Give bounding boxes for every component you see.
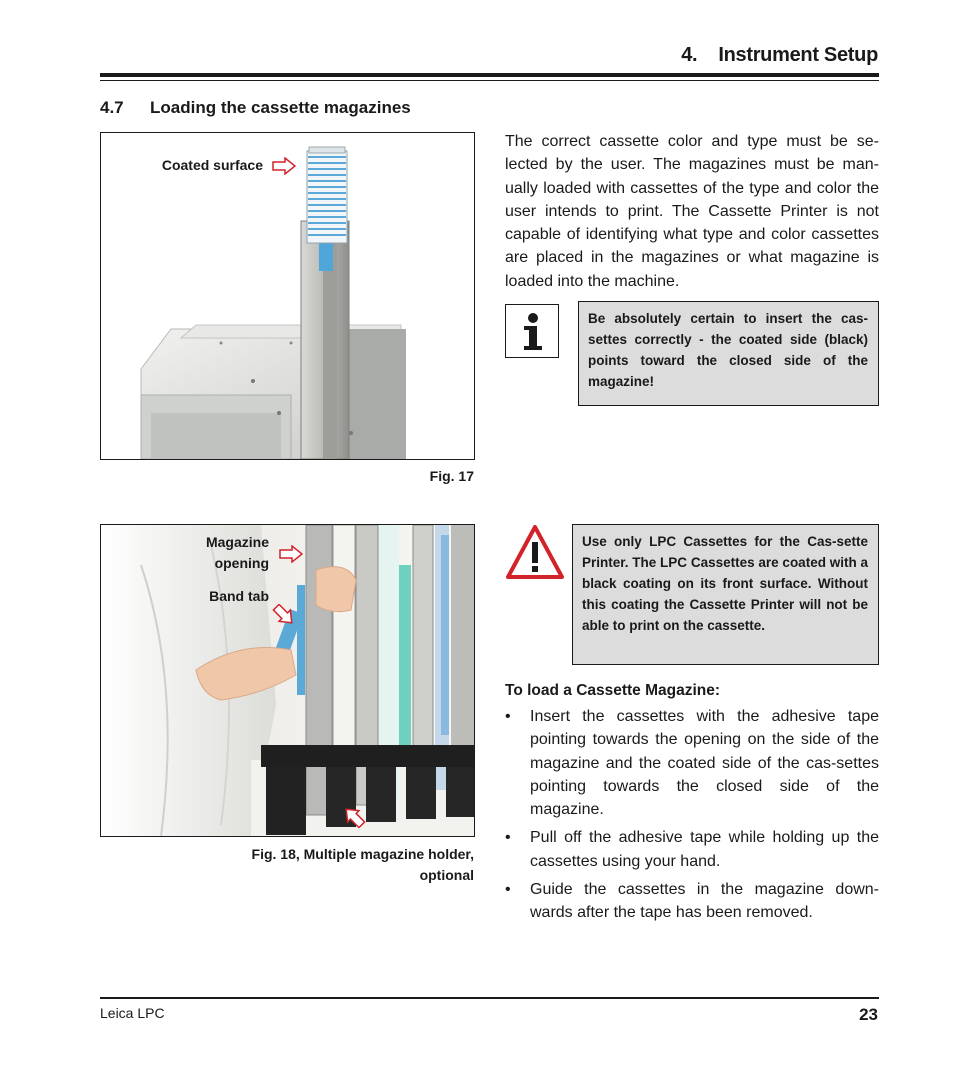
outline-arrow-icon	[272, 604, 296, 626]
footer-rule	[100, 997, 879, 999]
info-note: Be absolutely certain to insert the cas-settes correctly - the coated side (black) points toward the closed side of the magazine!	[578, 301, 879, 406]
figure-17-caption: Fig. 17	[429, 468, 474, 484]
figure-18-image	[100, 524, 475, 837]
chapter-title: 4. Instrument Setup	[681, 44, 878, 66]
procedure-step	[505, 826, 879, 873]
callout-coated-surface: Coated surface	[161, 157, 263, 173]
callout-band-tab: Band tab	[209, 588, 269, 604]
callout-magazine-opening	[170, 532, 269, 574]
section-title: Loading the cassette magazines	[150, 98, 411, 117]
warning-icon	[505, 524, 565, 580]
figure-18-caption-line1: Fig. 18, Multiple magazine holder,	[251, 846, 474, 862]
outline-arrow-icon	[342, 806, 366, 828]
bullet-point: •	[505, 881, 511, 899]
procedure-step-text: Insert the cassettes with the adhesive tape pointing towards the opening on the side of the magazine and the coated side of the cas-settes pointing towards the closed side of the magazine.	[530, 708, 879, 819]
figure-17-image	[100, 132, 475, 460]
bullet-point: •	[505, 708, 511, 725]
callout-magazine-opening-line1: Magazine	[205, 534, 269, 550]
outline-arrow-icon	[279, 545, 303, 563]
procedure-step	[505, 705, 879, 821]
outline-arrow-icon	[272, 157, 296, 175]
figure-18-caption-line2: optional	[419, 867, 474, 883]
header-rule	[100, 73, 879, 77]
info-icon	[505, 304, 559, 358]
warning-note: Use only LPC Cassettes for the Cas-sette Printer. The LPC Cassettes are coated with a black coating on its front surface. Without this coating the Cassette Printer will not be able to print on the cassette.	[572, 524, 879, 665]
section-number: 4.7	[100, 98, 124, 117]
page-number: 23	[859, 1005, 878, 1024]
procedure-step	[505, 878, 879, 925]
bullet-point: •	[505, 829, 511, 847]
procedure-step-text: Pull off the adhesive tape while holding up the cassettes using your hand.	[530, 829, 879, 870]
procedure-steps	[505, 705, 879, 930]
procedure-heading: To load a Cassette Magazine:	[505, 682, 721, 699]
callout-magazine-opening-line2: opening	[214, 555, 269, 571]
procedure-step-text: Guide the cassettes in the magazine down-wards after the tape has been removed.	[530, 881, 879, 922]
figure-18-caption	[200, 844, 474, 886]
header-rule-thin	[100, 80, 879, 81]
intro-paragraph: The correct cassette color and type must be se-lected by the user. The magazines must be man-ually loaded with cassettes of the type and color the user intends to print. The Cassette Printer is not capable of identifying what type and color cassettes are placed in the magazines or what magazine is loaded into the machine.	[505, 133, 879, 290]
footer-product: Leica LPC	[100, 1005, 165, 1021]
